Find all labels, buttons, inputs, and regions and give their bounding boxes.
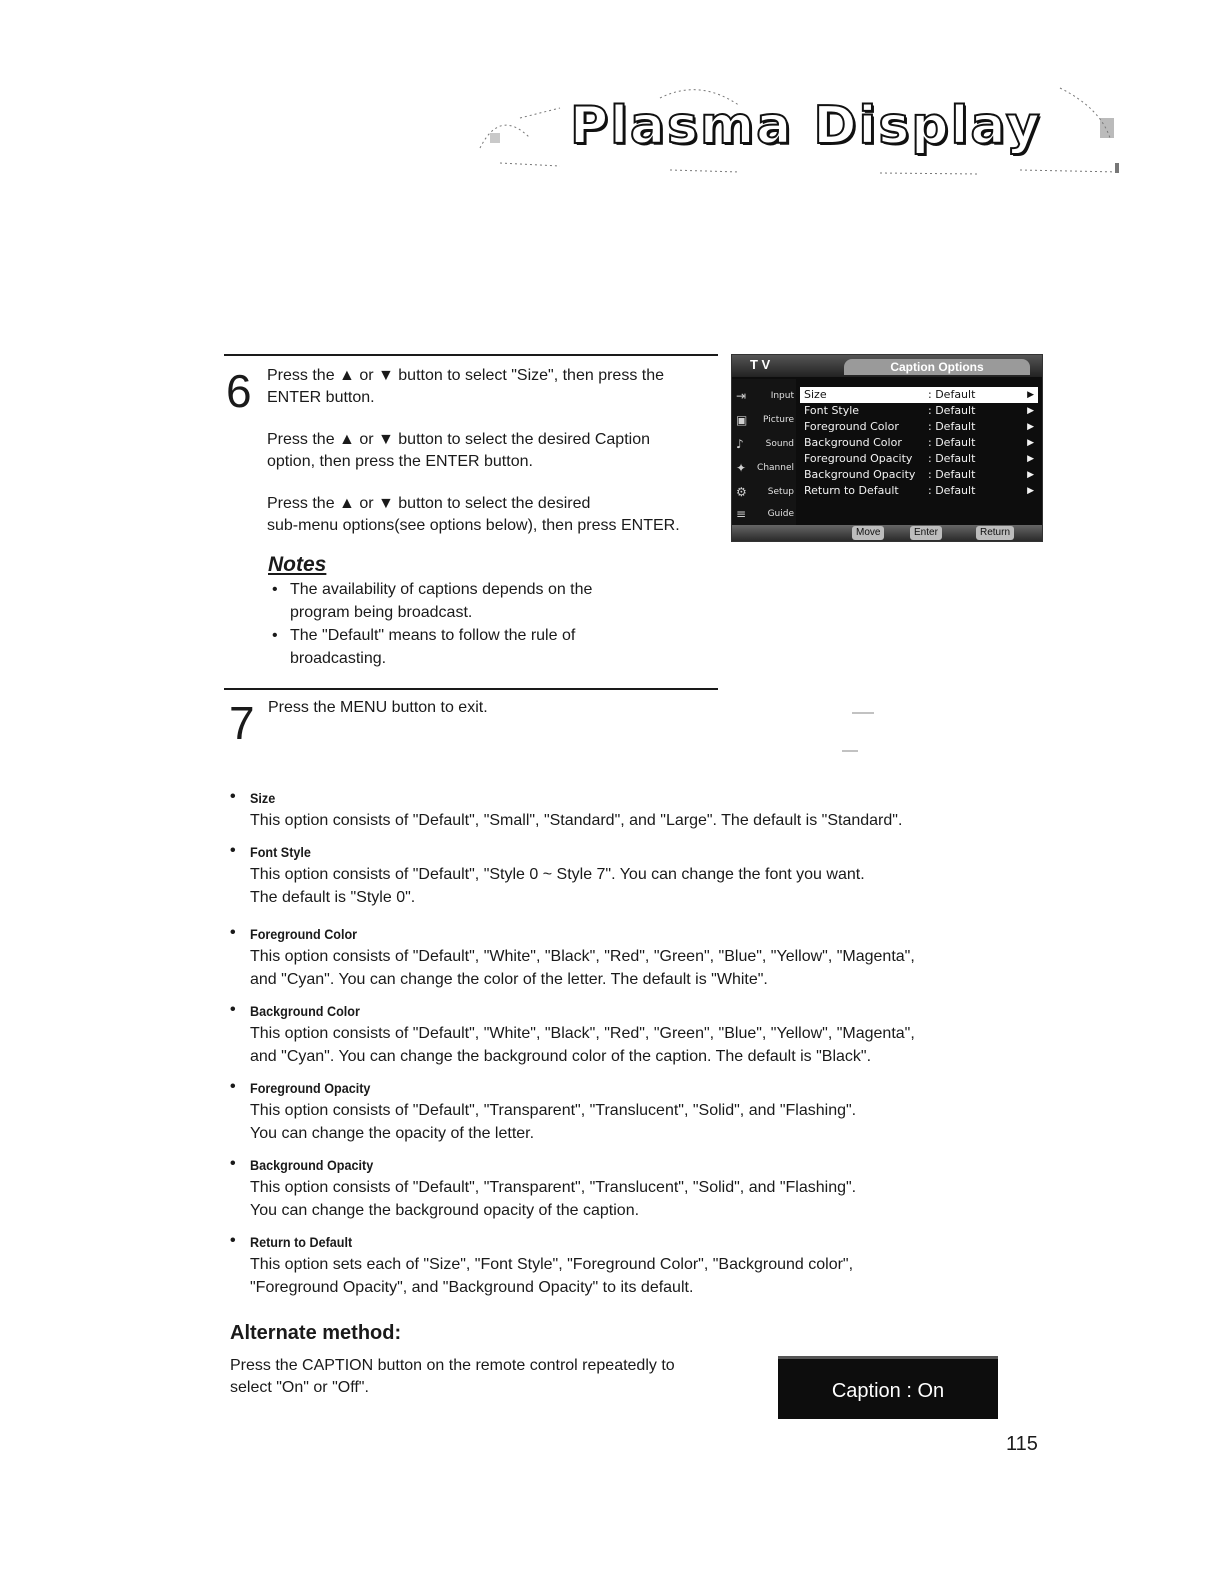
osd-row-font-style: Font Style : Default ▶ xyxy=(804,404,1034,417)
option-return-to-default xyxy=(230,1232,1060,1309)
bullet-icon: • xyxy=(230,788,236,805)
arrow-right-icon: ▶ xyxy=(1027,470,1034,480)
notes-title: Notes xyxy=(268,553,327,576)
option-title: Font Style xyxy=(250,844,311,860)
step6-number: 6 xyxy=(226,365,252,417)
option-foreground-opacity xyxy=(230,1078,1060,1155)
scan-speck xyxy=(842,750,858,752)
bullet-icon: • xyxy=(230,842,236,859)
osd-side-item-setup: ⚙ Setup xyxy=(736,485,794,499)
bullet-icon: • xyxy=(230,1001,236,1018)
option-desc: This option consists of "Default", "Transparent", "Translucent", "Solid", and "Flashing". You can change the background opacity of the caption. xyxy=(250,1179,857,1219)
guide-icon: ≡ xyxy=(736,507,747,521)
notes-list xyxy=(268,578,708,670)
step6-text xyxy=(267,365,727,537)
step7-rule xyxy=(224,688,718,690)
sound-icon: ♪ xyxy=(736,437,744,451)
osd-tv-label: T V xyxy=(750,357,771,372)
step6-line: Press the ▲ or ▼ button to select the desired xyxy=(267,495,591,512)
osd-side-item-guide: ≡ Guide xyxy=(736,507,794,521)
note-line: program being broadcast. xyxy=(290,604,473,621)
option-background-opacity xyxy=(230,1155,1060,1232)
step6-line: sub-menu options(see options below), then press ENTER. xyxy=(267,517,680,534)
osd-footer-return: Return xyxy=(976,526,1014,540)
option-size xyxy=(230,788,1060,842)
osd-row-size: Size : Default ▶ xyxy=(800,387,1038,403)
osd-row-foreground-color: Foreground Color : Default ▶ xyxy=(804,420,1034,433)
page-number: 115 xyxy=(1006,1433,1038,1455)
option-title: Foreground Color xyxy=(250,926,358,942)
step7-number: 7 xyxy=(229,697,255,749)
osd-side-item-channel: ✦ Channel xyxy=(736,461,794,475)
option-title: Foreground Opacity xyxy=(250,1080,371,1096)
note-item xyxy=(268,624,708,670)
step6-rule xyxy=(224,354,718,356)
osd-title: Caption Options xyxy=(844,359,1030,375)
bullet-icon: • xyxy=(230,1232,236,1249)
tv-osd-screenshot xyxy=(731,354,1043,542)
arrow-right-icon: ▶ xyxy=(1027,422,1034,432)
header-logo xyxy=(460,78,1130,188)
bullet-icon: • xyxy=(230,1155,236,1172)
step7-text: Press the MENU button to exit. xyxy=(268,699,488,716)
osd-side-menu xyxy=(732,379,796,525)
channel-icon: ✦ xyxy=(736,461,747,475)
step6-line: Press the ▲ or ▼ button to select the desired Caption xyxy=(267,431,650,448)
option-title: Background Opacity xyxy=(250,1157,374,1173)
note-item xyxy=(268,578,708,624)
note-line: broadcasting. xyxy=(290,650,387,667)
options-list xyxy=(230,788,1060,1309)
osd-row-background-color: Background Color : Default ▶ xyxy=(804,436,1034,449)
bullet-icon: • xyxy=(230,924,236,941)
scan-speck xyxy=(852,712,874,714)
arrow-right-icon: ▶ xyxy=(1027,486,1034,496)
osd-side-item-input: ⇥ Input xyxy=(736,389,794,403)
option-desc: This option consists of "Default", "White", "Black", "Red", "Green", "Blue", "Yellow", "Magenta", and "Cyan". You can change the background color of the caption. The default is "Black". xyxy=(250,1025,915,1065)
bullet-icon: • xyxy=(272,581,278,598)
option-desc: This option consists of "Default", "White", "Black", "Red", "Green", "Blue", "Yellow", "Magenta", and "Cyan". You can change the color of the letter. The default is "White". xyxy=(250,948,915,988)
option-font-style xyxy=(230,842,1060,924)
arrow-right-icon: ▶ xyxy=(1027,390,1034,400)
note-line: The availability of captions depends on the xyxy=(290,581,593,598)
note-line: The "Default" means to follow the rule of xyxy=(290,627,576,644)
osd-footer-move: Move xyxy=(852,526,884,540)
input-icon: ⇥ xyxy=(736,389,747,403)
osd-row-return-to-default: Return to Default : Default ▶ xyxy=(804,484,1034,497)
picture-icon: ▣ xyxy=(736,413,748,427)
arrow-right-icon: ▶ xyxy=(1027,454,1034,464)
bullet-icon: • xyxy=(272,627,278,644)
bullet-icon: • xyxy=(230,1078,236,1095)
arrow-right-icon: ▶ xyxy=(1027,406,1034,416)
option-background-color xyxy=(230,1001,1060,1078)
option-desc: This option consists of "Default", "Style 0 ~ Style 7". You can change the font you want. The default is "Style 0". xyxy=(250,866,865,906)
caption-status-display: Caption : On xyxy=(778,1356,998,1419)
step6-line: option, then press the ENTER button. xyxy=(267,453,533,470)
osd-row-background-opacity: Background Opacity : Default ▶ xyxy=(804,468,1034,481)
option-foreground-color xyxy=(230,924,1060,1001)
osd-side-item-sound: ♪ Sound xyxy=(736,437,794,451)
osd-footer xyxy=(732,525,1042,541)
step6-line: ENTER button. xyxy=(267,389,375,406)
osd-side-item-picture: ▣ Picture xyxy=(736,413,794,427)
osd-footer-enter: Enter xyxy=(910,526,942,540)
alternate-text: Press the CAPTION button on the remote control repeatedly to select "On" or "Off". xyxy=(230,1357,675,1396)
option-title: Return to Default xyxy=(250,1234,353,1250)
setup-icon: ⚙ xyxy=(736,485,747,499)
option-title: Size xyxy=(250,790,276,806)
step6-line: Press the ▲ or ▼ button to select "Size", then press the xyxy=(267,367,664,384)
alternate-title: Alternate method: xyxy=(230,1322,402,1344)
osd-row-foreground-opacity: Foreground Opacity : Default ▶ xyxy=(804,452,1034,465)
osd-title-bar xyxy=(732,355,1042,377)
option-desc: This option sets each of "Size", "Font Style", "Foreground Color", "Background color", "Foreground Opacity", and "Background Opacity" to its default. xyxy=(250,1256,854,1296)
logo-title: Plasma Display xyxy=(570,96,1042,156)
arrow-right-icon: ▶ xyxy=(1027,438,1034,448)
option-desc: This option consists of "Default", "Transparent", "Translucent", "Solid", and "Flashing". You can change the opacity of the letter. xyxy=(250,1102,857,1142)
option-title: Background Color xyxy=(250,1003,360,1019)
option-desc: This option consists of "Default", "Small", "Standard", and "Large". The default is "Standard". xyxy=(250,812,903,829)
